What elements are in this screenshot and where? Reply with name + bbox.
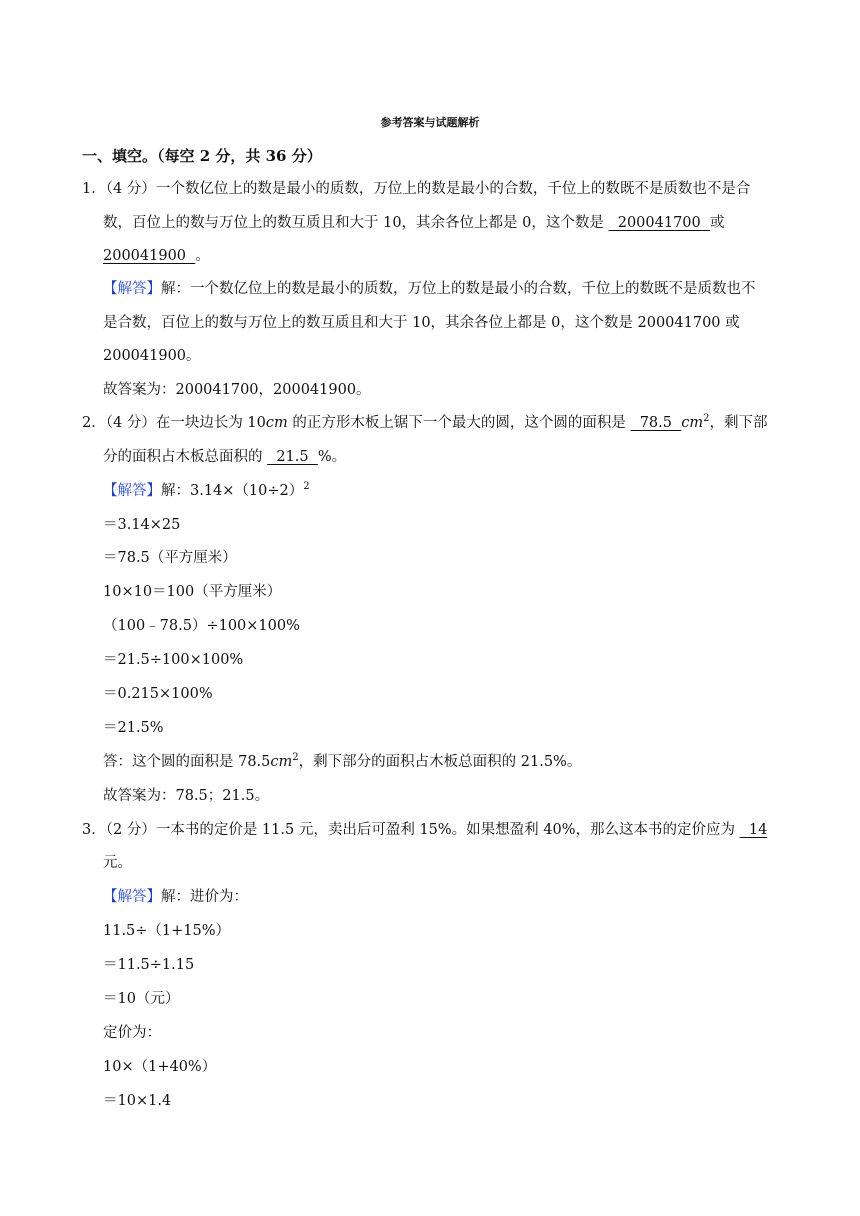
- q3-solution-line-1: [103, 887, 248, 907]
- q2-unit-cm: cm: [265, 415, 288, 431]
- q2-line-1: [82, 413, 767, 433]
- q3-step-7: ＝10×1.4: [103, 1093, 172, 1109]
- q3-step-6: 10×（1+40%）: [103, 1059, 217, 1075]
- q1-score: （4 分）: [105, 181, 156, 197]
- q2-step-1: 解：3.14×（10÷2）: [161, 483, 304, 499]
- page-title: 参考答案与试题解析: [380, 116, 480, 129]
- q1-line-2: [103, 213, 724, 233]
- q1-line-1: [82, 179, 750, 199]
- q3-step-4: ＝10（元）: [103, 991, 180, 1007]
- q1-solution-line-3: 200041900。: [103, 348, 201, 364]
- q2-text-1b: 的正方形木板上锯下一个最大的圆，这个圆的面积是: [287, 415, 626, 431]
- q1-final-answer: 故答案为：200041700，200041900。: [103, 382, 371, 398]
- q3-solution-tag: 【解答】: [103, 889, 161, 905]
- q2-score: （4 分）: [105, 415, 156, 431]
- q2-step-7: ＝0.215×100%: [103, 686, 213, 702]
- q3-text-1: 一本书的定价是 11.5 元，卖出后可盈利 15%。如果想盈利 40%，那么这本书的定价应为: [155, 822, 736, 838]
- q3-answer-blank-1: 14: [739, 822, 768, 838]
- q1-end: 。: [195, 248, 210, 264]
- q2-final-answer: 故答案为：78.5；21.5。: [103, 788, 270, 804]
- q2-answer-unit: cm: [270, 754, 293, 770]
- q3-line-1: [82, 820, 767, 840]
- q2-number: 2．: [82, 415, 106, 431]
- q2-step-2: ＝3.14×25: [103, 517, 181, 533]
- q2-solution-line-1: [103, 481, 310, 501]
- q2-text-2b: %。: [317, 449, 347, 465]
- q2-answer-text-b: ，剩下部分的面积占木板总面积的 21.5%。: [298, 754, 582, 770]
- q2-step-6: ＝21.5÷100×100%: [103, 652, 244, 668]
- q1-line-3: [103, 246, 210, 266]
- q2-step-8: ＝21.5%: [103, 720, 164, 736]
- q3-step-3: ＝11.5÷1.15: [103, 957, 195, 973]
- q2-solution-tag: 【解答】: [103, 483, 161, 499]
- q2-text-2a: 分的面积占木板总面积的: [103, 449, 263, 465]
- q1-solution-line-1: [103, 279, 756, 299]
- q3-step-2: 11.5÷（1+15%）: [103, 923, 231, 939]
- q2-step-3: ＝78.5（平方厘米）: [103, 550, 237, 566]
- q3-score: （2 分）: [105, 822, 156, 838]
- q2-text-1a: 在一块边长为 10: [155, 415, 266, 431]
- q2-line-2: [103, 447, 346, 467]
- q3-step-1: 解：进价为：: [161, 889, 248, 905]
- q1-text-1: 一个数亿位上的数是最小的质数，万位上的数是最小的合数，千位上的数既不是质数也不是合: [155, 181, 751, 197]
- q1-solution-text-1: 解：一个数亿位上的数是最小的质数，万位上的数是最小的合数，千位上的数既不是质数也不: [161, 281, 756, 297]
- q2-answer-text-a: 答：这个圆的面积是 78.5: [103, 754, 271, 770]
- q1-or: 或: [709, 215, 725, 231]
- q1-answer-blank-2: 200041900: [103, 248, 196, 264]
- q2-text-1c: ，剩下部: [709, 415, 768, 431]
- q1-answer-blank-1: 200041700: [608, 215, 710, 231]
- section-heading: 一、填空。（每空 2 分，共 36 分）: [82, 147, 322, 165]
- q1-number: 1．: [82, 181, 106, 197]
- q1-solution-tag: 【解答】: [103, 281, 161, 297]
- q2-step-4: 10×10＝100（平方厘米）: [103, 584, 282, 600]
- q3-number: 3．: [82, 822, 106, 838]
- q2-answer-sentence: [103, 752, 581, 772]
- q2-unit-sup: 2: [703, 413, 710, 425]
- q2-unit-cm2: cm: [681, 415, 704, 431]
- q1-solution-line-2: 是合数，百位上的数与万位上的数互质且和大于 10，其余各位上都是 0，这个数是 200041700 或: [103, 315, 740, 331]
- q3-line-2: 元。: [103, 855, 132, 871]
- q2-step-1-sup: 2: [303, 481, 310, 493]
- q2-step-5: （100﹣78.5）÷100×100%: [103, 618, 300, 634]
- q2-answer-blank-2: 21.5: [267, 449, 318, 465]
- q1-text-2: 数，百位上的数与万位上的数互质且和大于 10，其余各位上都是 0，这个数是: [103, 215, 604, 231]
- q2-answer-sup: 2: [292, 752, 299, 764]
- q2-answer-blank-1: 78.5: [630, 415, 682, 431]
- q3-step-5: 定价为：: [103, 1025, 161, 1041]
